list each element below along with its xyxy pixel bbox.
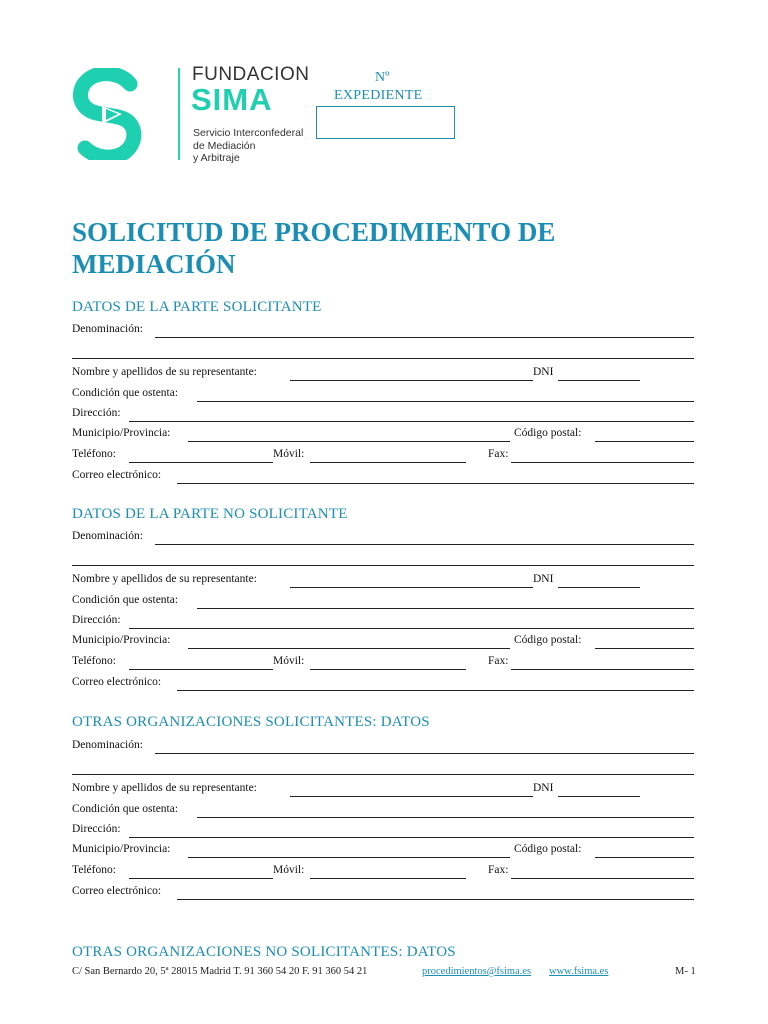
expediente-label: EXPEDIENTE [334, 88, 423, 103]
direccion-label: Dirección: [72, 614, 121, 626]
municipio-input-line[interactable] [188, 441, 510, 442]
denominacion-continuation-line[interactable] [72, 774, 694, 775]
dni-label: DNI [533, 782, 554, 794]
correo-input-line[interactable] [177, 483, 694, 484]
direccion-label: Dirección: [72, 823, 121, 835]
fundacion-sima-logo-icon [72, 68, 146, 160]
telefono-input-line[interactable] [129, 462, 273, 463]
codigo-postal-label: Código postal: [514, 634, 582, 646]
denominacion-continuation-line[interactable] [72, 358, 694, 359]
logo-title: FUNDACION [192, 64, 310, 85]
condicion-input-line[interactable] [197, 608, 694, 609]
condicion-input-line[interactable] [197, 817, 694, 818]
correo-input-line[interactable] [177, 690, 694, 691]
codigo-postal-label: Código postal: [514, 843, 582, 855]
movil-label: Móvil: [273, 655, 305, 667]
fax-label: Fax: [488, 864, 509, 876]
logo-subtitle: Servicio Interconfederal de Mediación y Arbitraje [193, 127, 304, 164]
footer-website-link[interactable]: www.fsima.es [549, 966, 609, 977]
fax-input-line[interactable] [511, 878, 694, 879]
correo-input-line[interactable] [177, 899, 694, 900]
denominacion-input-line[interactable] [155, 544, 694, 545]
codigo-postal-label: Código postal: [514, 427, 582, 439]
representante-input-line[interactable] [290, 380, 533, 381]
movil-input-line[interactable] [310, 462, 466, 463]
direccion-label: Dirección: [72, 407, 121, 419]
denominacion-continuation-line[interactable] [72, 565, 694, 566]
representante-label: Nombre y apellidos de su representante: [72, 366, 257, 378]
municipio-label: Municipio/Provincia: [72, 843, 171, 855]
representante-input-line[interactable] [290, 587, 533, 588]
representante-label: Nombre y apellidos de su representante: [72, 573, 257, 585]
municipio-label: Municipio/Provincia: [72, 427, 171, 439]
correo-label: Correo electrónico: [72, 676, 162, 688]
dni-label: DNI [533, 573, 554, 585]
movil-input-line[interactable] [310, 878, 466, 879]
fax-input-line[interactable] [511, 669, 694, 670]
denominacion-input-line[interactable] [155, 337, 694, 338]
section-title-otras-solicitantes: OTRAS ORGANIZACIONES SOLICITANTES: DATOS [72, 714, 430, 730]
direccion-input-line[interactable] [129, 421, 694, 422]
section-title-otras-no-solicitantes: OTRAS ORGANIZACIONES NO SOLICITANTES: DATOS [72, 944, 456, 960]
telefono-label: Teléfono: [72, 864, 116, 876]
representante-label: Nombre y apellidos de su representante: [72, 782, 257, 794]
denominacion-label: Denominación: [72, 739, 143, 751]
fax-input-line[interactable] [511, 462, 694, 463]
dni-label: DNI [533, 366, 554, 378]
direccion-input-line[interactable] [129, 837, 694, 838]
municipio-input-line[interactable] [188, 857, 510, 858]
correo-label: Correo electrónico: [72, 469, 162, 481]
section-title-no-solicitante: DATOS DE LA PARTE NO SOLICITANTE [72, 506, 348, 522]
condicion-label: Condición que ostenta: [72, 594, 179, 606]
municipio-input-line[interactable] [188, 648, 510, 649]
fax-label: Fax: [488, 448, 509, 460]
movil-label: Móvil: [273, 864, 305, 876]
movil-label: Móvil: [273, 448, 305, 460]
expediente-input-box[interactable] [316, 106, 455, 139]
municipio-label: Municipio/Provincia: [72, 634, 171, 646]
section-title-solicitante: DATOS DE LA PARTE SOLICITANTE [72, 299, 322, 315]
movil-input-line[interactable] [310, 669, 466, 670]
footer-page-code: M- 1 [675, 966, 696, 977]
denominacion-input-line[interactable] [155, 753, 694, 754]
correo-label: Correo electrónico: [72, 885, 162, 897]
condicion-label: Condición que ostenta: [72, 803, 179, 815]
denominacion-label: Denominación: [72, 530, 143, 542]
dni-input-line[interactable] [558, 587, 640, 588]
logo-divider [178, 68, 180, 160]
footer-email-link[interactable]: procedimientos@fsima.es [422, 966, 532, 977]
dni-input-line[interactable] [558, 796, 640, 797]
codigo-postal-input-line[interactable] [595, 441, 694, 442]
document-title: SOLICITUD DE PROCEDIMIENTO DE MEDIACIÓN [72, 217, 556, 279]
codigo-postal-input-line[interactable] [595, 857, 694, 858]
logo-name: SIMA [191, 82, 273, 117]
telefono-input-line[interactable] [129, 878, 273, 879]
denominacion-label: Denominación: [72, 323, 143, 335]
expediente-number-label: Nº [375, 70, 390, 85]
codigo-postal-input-line[interactable] [595, 648, 694, 649]
telefono-input-line[interactable] [129, 669, 273, 670]
condicion-input-line[interactable] [197, 401, 694, 402]
fax-label: Fax: [488, 655, 509, 667]
direccion-input-line[interactable] [129, 628, 694, 629]
telefono-label: Teléfono: [72, 655, 116, 667]
footer-address: C/ San Bernardo 20, 5ª 28015 Madrid T. 91 360 54 20 F. 91 360 54 21 [72, 966, 368, 977]
representante-input-line[interactable] [290, 796, 533, 797]
dni-input-line[interactable] [558, 380, 640, 381]
condicion-label: Condición que ostenta: [72, 387, 179, 399]
telefono-label: Teléfono: [72, 448, 116, 460]
